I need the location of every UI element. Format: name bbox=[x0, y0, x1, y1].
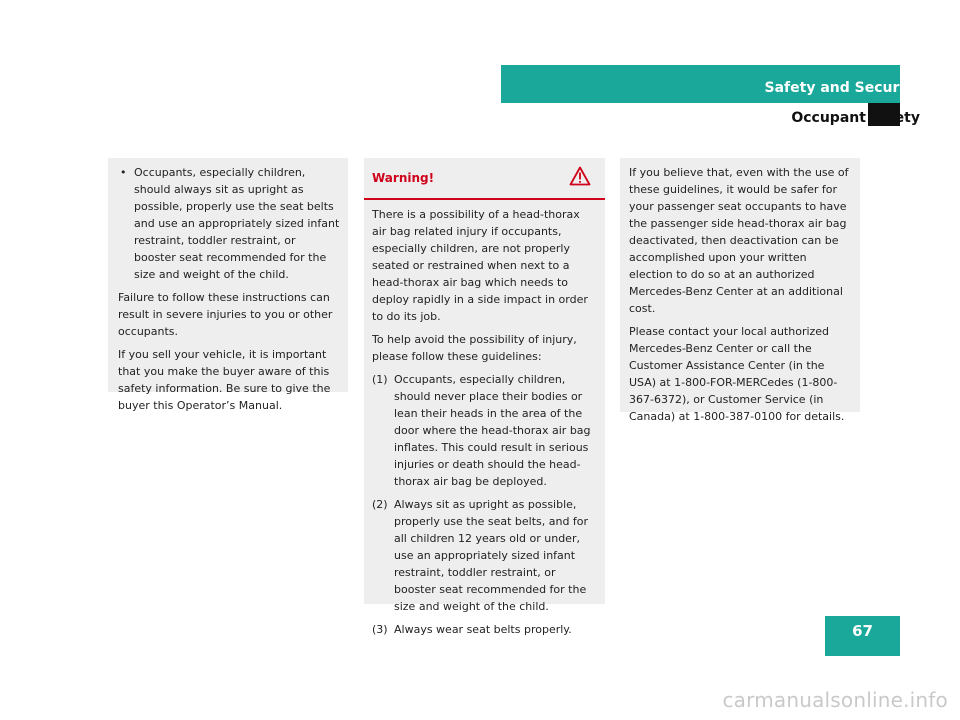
list-number: (3) bbox=[372, 623, 388, 636]
section-title: Safety and Security bbox=[764, 80, 920, 96]
list-text: Always sit as upright as possible, properly use the seat belts, and for all children 12 years old or under, use an appropriately sized infant restraint, toddler restraint, or booster seat recommended for the size and weight of the child. bbox=[394, 498, 589, 613]
paragraph: To help avoid the possibility of injury, please follow these guidelines: bbox=[372, 333, 577, 363]
watermark: carmanualsonline.info bbox=[722, 688, 948, 712]
list-text: Always wear seat belts properly. bbox=[394, 623, 572, 636]
warning-header bbox=[364, 158, 605, 200]
paragraph: If you sell your vehicle, it is important that you make the buyer aware of this safety information. Be sure to give the buyer this Operator’s Manual. bbox=[118, 348, 331, 412]
bullet-text: Occupants, especially children, should always sit as upright as possible, properly use the seat belts and use an appropriately sized infant restraint, toddler restraint, or booster seat recommended for the size and weight of the child. bbox=[134, 166, 340, 281]
warning-label: Warning! bbox=[372, 170, 435, 185]
bullet-icon: • bbox=[120, 166, 127, 179]
list-item bbox=[372, 621, 597, 638]
paragraph: Please contact your local authorized Mercedes-Benz Center or call the Customer Assistance Center (in the USA) at 1-800-FOR-MERCedes (1-800-367-6372), or Customer Service (in Canada) at 1-800-387-0100 for details. bbox=[629, 325, 845, 423]
paragraph: If you believe that, even with the use of these guidelines, it would be safer for your passenger seat occupants to have the passenger side head-thorax air bag deactivated, then deactivation can be accomplished upon your written election to do so at an authorized Mercedes-Benz Center at an additional cost. bbox=[629, 166, 849, 315]
warning-box bbox=[364, 158, 605, 636]
subsection-title: Occupant safety bbox=[791, 110, 920, 126]
right-column bbox=[620, 158, 860, 423]
list-text: Occupants, especially children, should never place their bodies or lean their heads in the area of the door where the head-thorax air bag inflates. This could result in serious injuries or death should the head-thorax air bag be deployed. bbox=[394, 373, 591, 488]
paragraph: Failure to follow these instructions can result in severe injuries to you or other occupants. bbox=[118, 291, 333, 338]
warning-triangle-icon bbox=[569, 166, 591, 191]
list-number: (1) bbox=[372, 373, 388, 386]
warning-body bbox=[364, 200, 605, 638]
list-item bbox=[372, 496, 597, 615]
paragraph: There is a possibility of a head-thorax air bag related injury if occupants, especially children, are not properly seated or restrained when next to a head-thorax air bag which needs to deploy rapidly in a side impact in order to do its job. bbox=[372, 208, 588, 323]
list-number: (2) bbox=[372, 498, 388, 511]
page-number: 67 bbox=[825, 616, 900, 656]
left-column bbox=[108, 158, 348, 412]
list-item bbox=[372, 371, 597, 490]
list-item bbox=[118, 164, 340, 283]
